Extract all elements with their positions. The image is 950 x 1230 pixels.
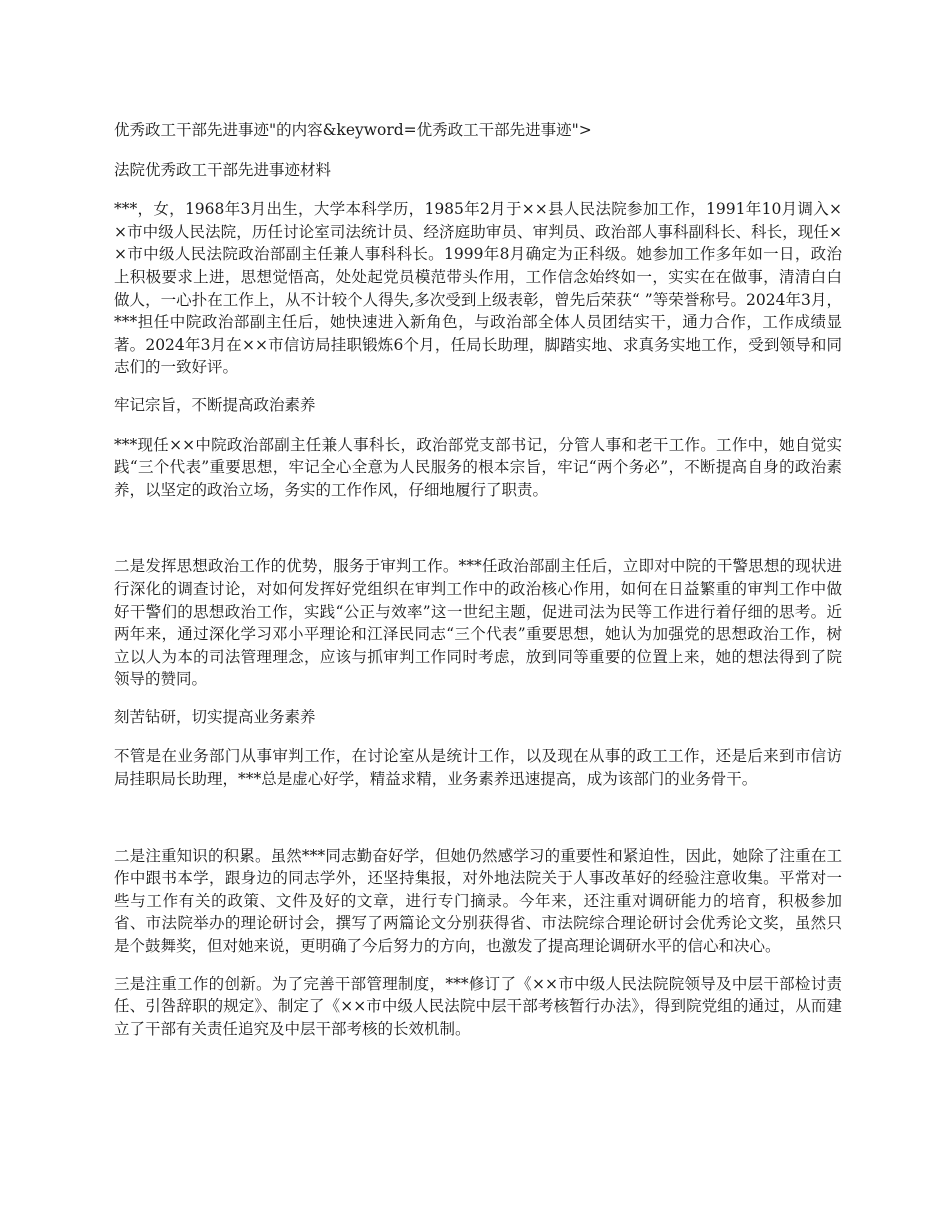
paragraph-knowledge-accumulation: 二是注重知识的积累。虽然***同志勤奋好学，但她仍然感学习的重要性和紧迫性，因此，她除了注重在工作中跟书本学，跟身边的同志学外，还坚持集报，对外地法院关于人事改革好的经验注意收集。平常对一些与工作有关的政策、文件及好的文章，进行专门摘录。今年来，还注重对调研能力的培育，积极参加省、市法院举办的理论研讨会，撰写了两篇论文分别获得省、市法院综合理论研讨会优秀论文奖，虽然只是个鼓舞奖，但对她来说，更明确了今后努力的方向，也激发了提高理论调研水平的信心和决心。 [114,846,842,956]
paragraph-work-innovation: 三是注重工作的创新。为了完善干部管理制度，***修订了《××市中级人民法院院领导及中层干部检讨责任、引咎辞职的规定》、制定了《××市中级人民法院中层干部考核暂行办法》，得到院党组的通过，从而建立了干部有关责任追究及中层干部考核的长效机制。 [114,974,842,1038]
paragraph-intro: ***，女，1968年3月出生，大学本科学历，1985年2月于××县人民法院参加工作，1991年10月调入××市中级人民法院，历任讨论室司法统计员、经济庭助审员、审判员、政治部人事科副科长、科长，现任××市中级人民法院政治部副主任兼人事科科长。1999年8月确定为正科级。她参加工作多年如一日，政治上积极要求上进，思想觉悟高，处处起党员模范带头作用，工作信念始终如一，实实在在做事，清清白白做人，一心扑在工作上，从不计较个人得失,多次受到上级表彰，曾先后荣获“ ”等荣誉称号。2024年3月，***担任中院政治部副主任后，她快速进入新角色，与政治部全体人员团结实干，通力合作，工作成绩显著。2024年3月在××市信访局挂职锻炼6个月，任局长助理，脚踏实地、求真务实地工作，受到领导和同志们的一致好评。 [114,200,842,377]
blank-gap [114,806,842,845]
document-title: 法院优秀政工干部先进事迹材料 [114,160,332,179]
section-heading-political: 牢记宗旨，不断提高政治素养 [114,395,316,414]
paragraph-professional-growth: 不管是在业务部门从事审判工作，在讨论室从是统计工作，以及现在从事的政工工作，还是后来到市信访局挂职局长助理，***总是虚心好学，精益求精，业务素养迅速提高，成为该部门的业务骨干。 [114,747,842,789]
paragraph-political-duties: ***现任××中院政治部副主任兼人事科长，政治部党支部书记，分管人事和老干工作。工作中，她自觉实践“三个代表”重要思想，牢记全心全意为人民服务的根本宗旨，牢记“两个务必”，不断提高自身的政治素养，以坚定的政治立场，务实的工作作风，仔细地履行了职责。 [114,435,842,499]
top-line: 优秀政工干部先进事迹"的内容&keyword=优秀政工干部先进事迹"> [114,121,592,139]
blank-gap [114,516,842,555]
document-page [114,119,842,1055]
paragraph-ideological-work: 二是发挥思想政治工作的优势，服务于审判工作。***任政治部副主任后，立即对中院的干警思想的现状进行深化的调查讨论，对如何发挥好党组织在审判工作中的政治核心作用，如何在日益繁重的审判工作中做好干警们的思想政治工作，实践“公正与效率”这一世纪主题，促进司法为民等工作进行着仔细的思考。近两年来，通过深化学习邓小平理论和江泽民同志“三个代表”重要思想，她认为加强党的思想政治工作，树立以人为本的司法管理理念，应该与抓审判工作同时考虑，放到同等重要的位置上来，她的想法得到了院领导的赞同。 [114,557,842,689]
section-heading-professional: 刻苦钻研，切实提高业务素养 [114,707,316,726]
